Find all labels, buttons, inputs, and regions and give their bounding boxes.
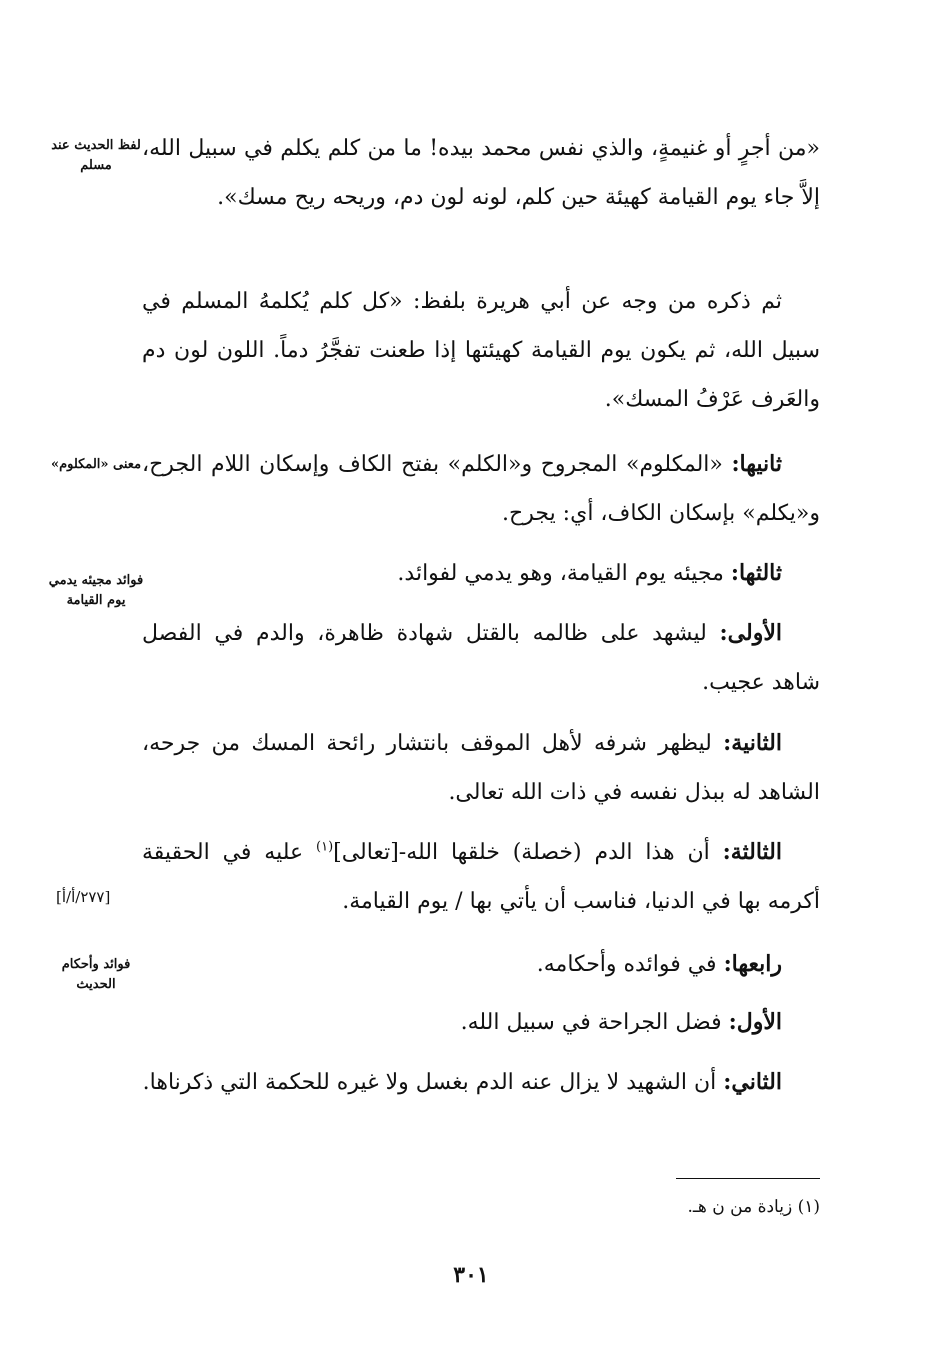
paragraph-hadith-quote: «من أجرٍ أو غنيمةٍ، والذي نفس محمد بيده! ما من كلم يكلم في سبيل الله، إلاَّ جاء يوم القيامة كهيئة حين كلم، لونه لون دم، وريحه ريح مسك».: [142, 136, 820, 210]
side-note-maana-makloum: معنى «المكلوم»: [50, 457, 142, 472]
side-note-fawaid-majiih: فوائد مجيئه يدمي يوم القيامة: [48, 573, 144, 608]
text-thalithuha: مجيئه يوم القيامة، وهو يدمي لفوائد.: [397, 561, 731, 586]
text-thalitha-a: أن هذا الدم (خصلة) خلقها الله-[تعالى]: [333, 840, 723, 865]
paragraph-awwal: [142, 998, 820, 1047]
label-thaniha: ثانيها:: [731, 451, 782, 477]
manuscript-page-ref: [٢٧٧/أ/أ]: [56, 888, 111, 906]
side-note-lafz-hadith: لفظ الحديث عند مسلم: [51, 138, 141, 173]
text-rabiuha: في فوائده وأحكامه.: [536, 952, 724, 977]
label-ula: الأولى:: [719, 620, 782, 646]
text-thaniya: ليظهر شرفه لأهل الموقف بانتشار رائحة المسك من جرحه، الشاهد له ببذل نفسه في ذات الله تعالى.: [142, 731, 820, 805]
paragraph-thaniya: [142, 719, 820, 817]
footnote: (١) زيادة من ن هـ.: [687, 1197, 820, 1217]
footnote-divider: [676, 1178, 820, 1179]
page-number: ٣٠١: [453, 1262, 489, 1288]
text-ula: ليشهد على ظالمه بالقتل شهادة ظاهرة، والدم في الفصل شاهد عجيب.: [142, 621, 820, 695]
label-rabiuha: رابعها:: [723, 951, 782, 977]
label-thalitha: الثالثة:: [722, 839, 782, 865]
side-note-fawaid-ahkam: فوائد وأحكام الحديث: [61, 957, 131, 992]
paragraph-rabiuha: [142, 940, 820, 989]
paragraph-ula: [142, 609, 820, 707]
paragraph-thalithuha: [142, 549, 820, 598]
paragraph-thani: [142, 1058, 820, 1107]
label-thani: الثاني:: [723, 1069, 782, 1095]
text-thalitha-b: عليه في الحقيقة أكرمه بها في الدنيا، فناسب أن يأتي بها / يوم القيامة.: [142, 840, 820, 914]
footnote-marker: (١): [316, 839, 334, 855]
text-thani: أن الشهيد لا يزال عنه الدم بغسل ولا غيره للحكمة التي ذكرناها.: [142, 1070, 724, 1095]
paragraph-thalitha: [142, 828, 820, 926]
label-awwal: الأول:: [728, 1009, 782, 1035]
text-awwal: فضل الجراحة في سبيل الله.: [460, 1010, 729, 1035]
paragraph-second-wording: ثم ذكره من وجه عن أبي هريرة بلفظ: «كل كلم يُكلمهُ المسلم في سبيل الله، ثم يكون يوم القيامة كهيئتها إذا طعنت تفجَّرُ دماً. اللون لون دم والعَرف عَرْفُ المسك».: [142, 289, 820, 412]
paragraph-thaniha: [142, 440, 820, 538]
label-thalithuha: ثالثها:: [730, 560, 782, 586]
text-thaniha: «المكلوم» المجروح و«الكلم» بفتح الكاف وإسكان اللام الجرح، و«يكلم» بإسكان الكاف، أي: يجرح.: [142, 452, 820, 526]
label-thaniya: الثانية:: [723, 730, 782, 756]
